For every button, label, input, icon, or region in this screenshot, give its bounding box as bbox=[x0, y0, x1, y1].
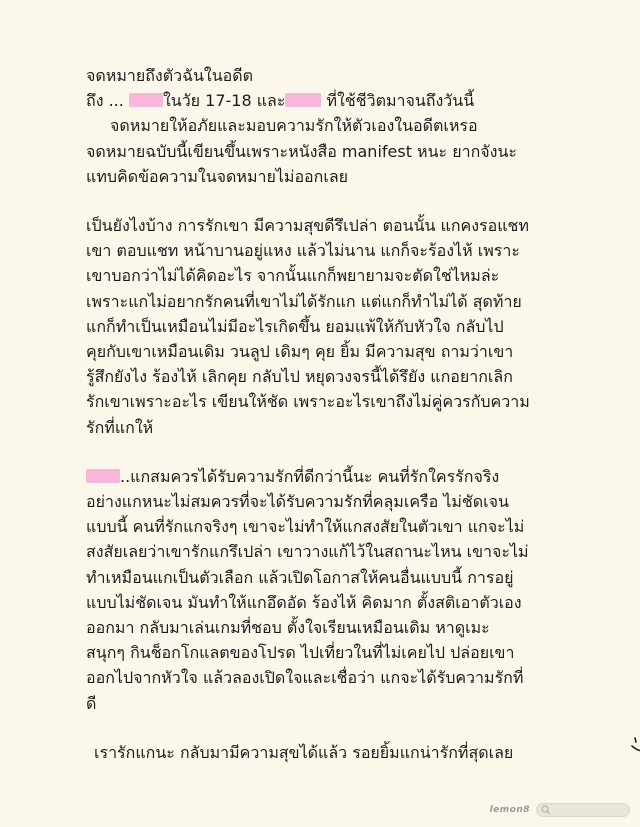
paragraph-line: ออกไปจากหัวใจ แล้วลองเปิดใจและเชื่อว่า แกจะได้รับความรักที่ bbox=[86, 668, 524, 688]
paragraph-line: คุยกับเขาเหมือนเดิม วนลูป เดิมๆ คุย ยิ้ม มีความสุข ถามว่าเขา bbox=[86, 342, 514, 362]
paragraph-line-text: ..แกสมควรได้รับความรักที่ดีกว่านี้นะ คนที่รักใครรักจริง bbox=[120, 466, 500, 486]
paragraph-line: ทำเหมือนแกเป็นตัวเลือก แล้วเปิดโอกาสให้คนอื่นแบบนี้ การอยู่ bbox=[86, 567, 514, 587]
closing-line bbox=[86, 740, 606, 765]
watermark bbox=[490, 801, 630, 819]
paragraph-line: อย่างแกหนะไม่สมควรที่จะได้รับความรักที่คลุมเครือ ไม่ชัดเจน bbox=[86, 492, 509, 512]
letter-heading: จดหมายถึงตัวฉันในอดีต bbox=[86, 66, 254, 85]
paragraph-line: แกก็ทำเป็นเหมือนไม่มีอะไรเกิดขึ้น ยอมแพ้ให้กับหัวใจ กลับไป bbox=[86, 316, 504, 336]
search-icon bbox=[541, 805, 551, 815]
paragraph-line: สนุกๆ กินช็อกโกแลตของโปรด ไปเที่ยวในที่ไม่เคยไป ปล่อยเขา bbox=[86, 643, 515, 663]
closing-text: เรารักแกนะ กลับมามีความสุขได้แล้ว รอยยิ้มแกน่ารักที่สุดเลย bbox=[94, 742, 514, 762]
paragraph-line bbox=[86, 464, 606, 489]
paragraph-line: รู้สึกยังไง ร้องไห้ เลิกคุย กลับไป หยุดวงจรนี้ได้รึยัง แกอยากเลิก bbox=[86, 367, 513, 387]
search-pill bbox=[536, 803, 630, 817]
letter-recipient-line bbox=[86, 88, 606, 113]
paragraph-line: เพราะแกไม่อยากรักคนที่เขาไม่ได้รักแก แต่แกก็ทำไม่ได้ สุดท้าย bbox=[86, 291, 522, 311]
paragraph-line: รักที่แกให้ bbox=[86, 417, 154, 437]
paragraph-line: รักเขาเพราะอะไร เขียนให้ชัด เพราะอะไรเขาถึงไม่คู่ควรกับความ bbox=[86, 392, 530, 412]
intro-line: จดหมายฉบับนี้เขียนขึ้นเพราะหนังสือ manifest หนะ ยากจังนะ bbox=[86, 141, 517, 161]
paragraph-line: แบบนี้ คนที่รักแกจริงๆ เขาจะไม่ทำให้แกสงสัยในตัวเขา แกจะไม่ bbox=[86, 517, 525, 537]
letter bbox=[86, 63, 606, 765]
redacted-name-highlight bbox=[129, 93, 163, 107]
paragraph-line: เขา ตอบแชท หน้าบานอยู่แหง แล้วไม่นาน แกก็จะร้องไห้ เพราะ bbox=[86, 241, 520, 261]
smiley-doodle-icon bbox=[628, 734, 640, 758]
paragraph-line: ดี bbox=[86, 693, 97, 713]
intro-line: จดหมายให้อภัยและมอบความรักให้ตัวเองในอดีตเหรอ bbox=[110, 116, 478, 136]
recipient-prefix: ถึง ... bbox=[86, 91, 129, 111]
intro-line: แทบคิดข้อความในจดหมายไม่ออกเลย bbox=[86, 166, 348, 186]
paragraph-line: แบบไม่ชัดเจน มันทำให้แกอึดอัด ร้องไห้ คิดมาก ตั้งสติเอาตัวเอง bbox=[86, 592, 522, 612]
paragraph-line: สงสัยเลยว่าเขารักแกรึเปล่า เขาวางแก้ไว้ในสถานะไหน เขาจะไม่ bbox=[86, 542, 529, 562]
redacted-name-highlight bbox=[86, 469, 120, 483]
lemon8-logo: lemon8 bbox=[489, 805, 530, 815]
recipient-suffix: ที่ใช้ชีวิตมาจนถึงวันนี้ bbox=[321, 91, 475, 111]
paragraph-line: เป็นยังไงบ้าง การรักเขา มีความสุขดีรึเปล่า ตอนนั้น แกคงรอแชท bbox=[86, 216, 529, 236]
paragraph-line: เขาบอกว่าไม่ได้คิดอะไร จากนั้นแกก็พยายามจะตัดใช่ไหมล่ะ bbox=[86, 266, 500, 286]
redacted-name-highlight bbox=[285, 93, 321, 107]
paragraph-2 bbox=[86, 464, 606, 716]
recipient-age: ในวัย 17-18 และ bbox=[162, 91, 286, 111]
paragraph-1 bbox=[86, 213, 606, 440]
paragraph-line: ออกมา กลับมาเล่นเกมที่ชอบ ตั้งใจเรียนเหมือนเดิม หาดูเมะ bbox=[86, 618, 490, 638]
